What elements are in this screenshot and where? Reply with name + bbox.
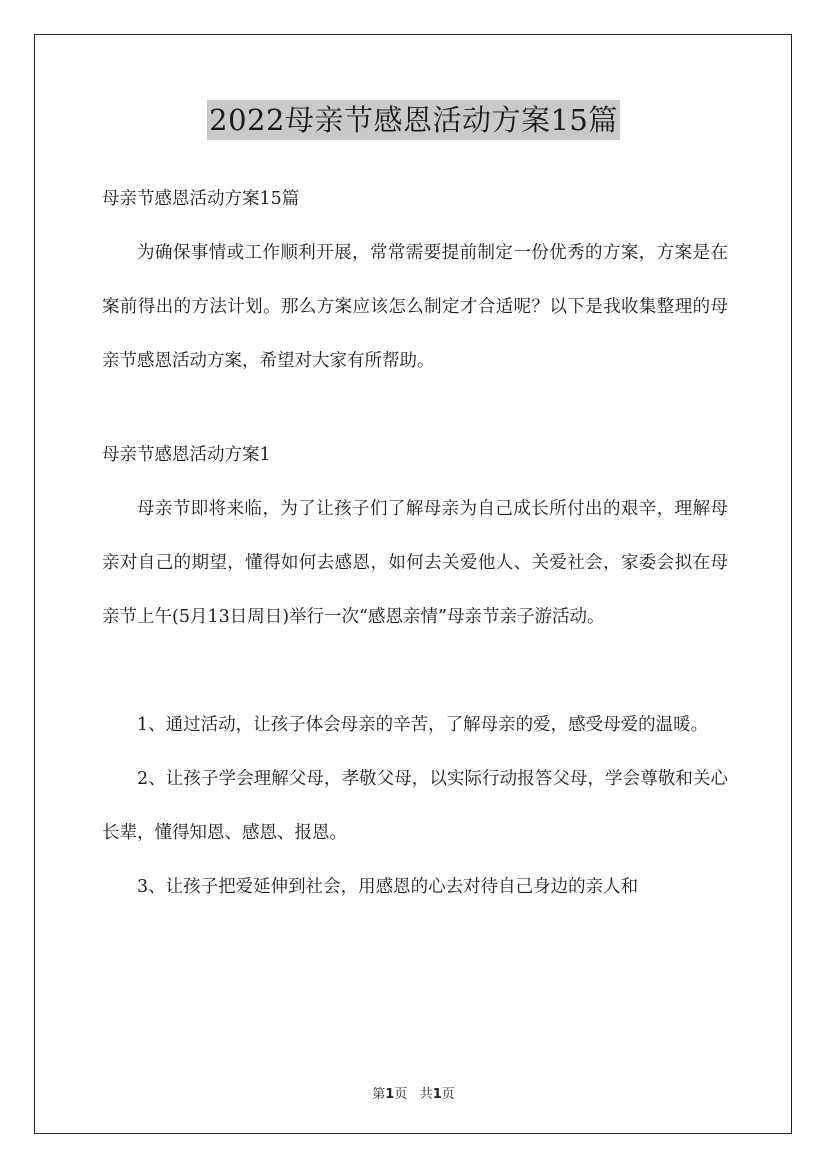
spacer [102,388,728,428]
goal-item: 1、通过活动，让孩子体会母亲的辛苦，了解母亲的爱，感受母爱的温暖。 [137,715,709,735]
page-number: 1 [385,1087,395,1102]
total-prefix: 共 [419,1087,433,1102]
page-suffix: 页 [394,1087,408,1102]
page-prefix: 第 [372,1087,386,1102]
section-paragraph: 母亲节即将来临，为了让孩子们了解母亲为自己成长所付出的艰辛，理解母亲对自己的期望，懂得如何去感恩，如何去关爱他人、关爱社会，家委会拟在母亲节上午(5月13日周日)举行一次“感恩亲情”母亲节亲子游活动。 [102,499,728,627]
total-pages: 1 [432,1087,442,1102]
page-footer [0,1083,827,1102]
goal-item: 2、让孩子学会理解父母，孝敬父母，以实际行动报答父母，学会尊敬和关心长辈，懂得知恩、感恩、报恩。 [102,769,728,843]
title-container [0,100,827,140]
intro-paragraph: 为确保事情或工作顺利开展，常常需要提前制定一份优秀的方案，方案是在案前得出的方法计划。那么方案应该怎么制定才合适呢？以下是我收集整理的母亲节感恩活动方案，希望对大家有所帮助。 [102,243,728,371]
document-subtitle: 母亲节感恩活动方案15篇 [102,189,300,209]
spacer [102,644,728,698]
section-heading: 母亲节感恩活动方案1 [102,445,271,465]
document-title: 2022母亲节感恩活动方案15篇 [207,100,620,140]
document-body [102,172,728,914]
goal-item: 3、让孩子把爱延伸到社会，用感恩的心去对待自己身边的亲人和 [137,877,639,897]
total-suffix: 页 [441,1087,455,1102]
